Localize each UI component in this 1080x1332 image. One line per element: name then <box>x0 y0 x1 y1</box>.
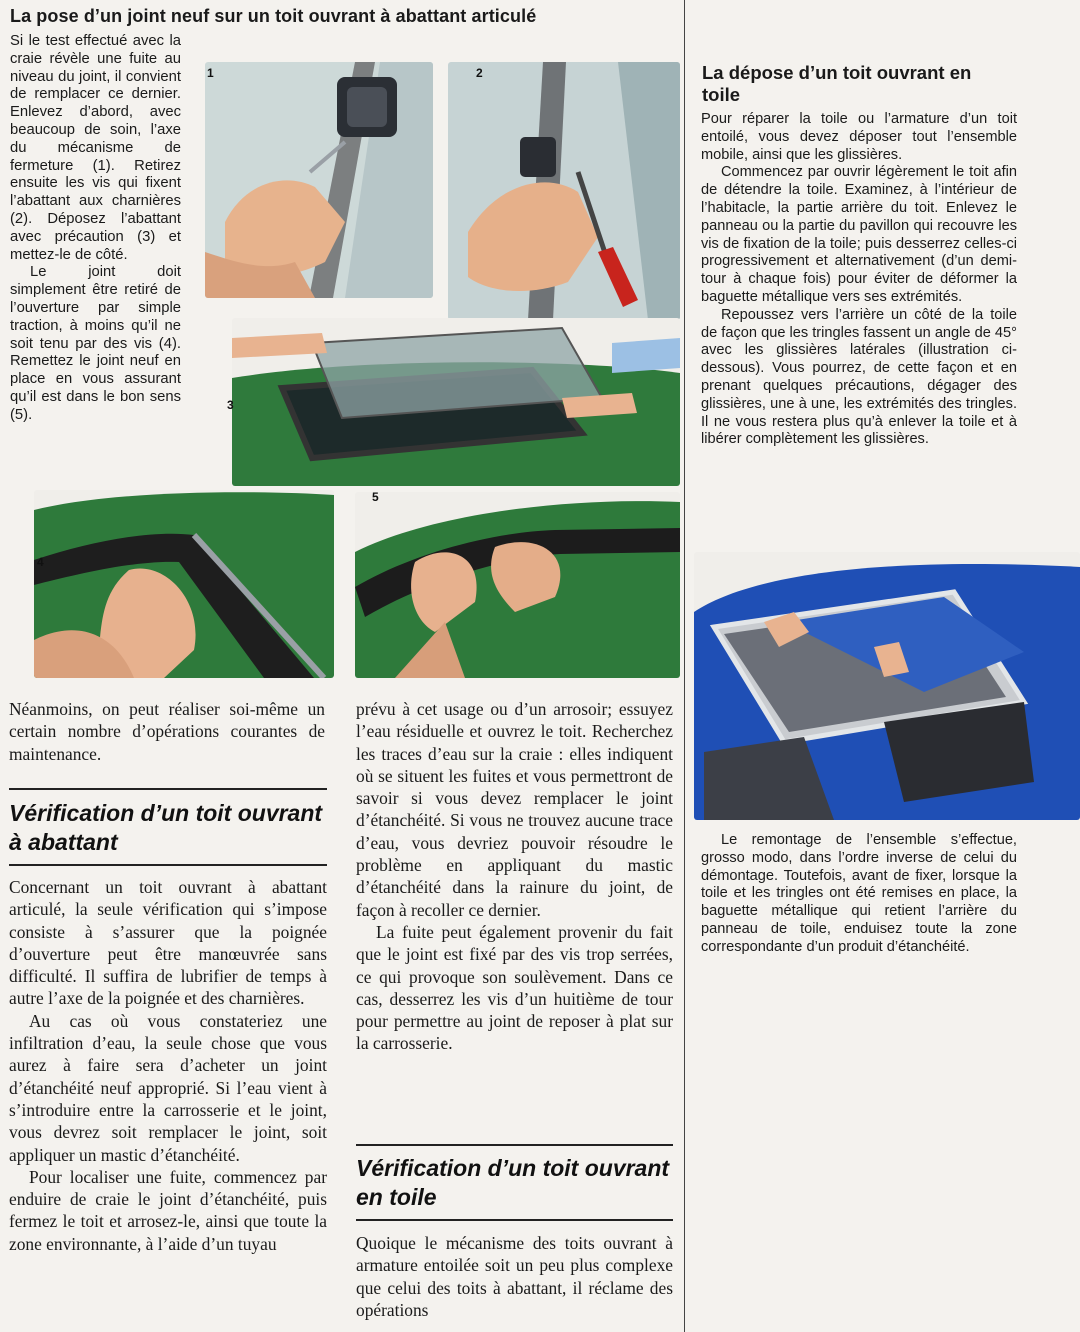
figure-3-remove-panel <box>232 318 680 486</box>
intro-paragraph-2: Le joint doit simplement être retiré de l’ouverture par simple traction, à moins qu’il ne soit tenu par des vis (4). Remettez le joint neuf en place en vous assurant qu’il est dans le bon sens (5). <box>10 264 181 423</box>
figure-5-fit-new-seal <box>355 492 680 678</box>
figure-label-5: 5 <box>372 490 379 504</box>
middle-paragraph-2: La fuite peut également provenir du fait que le joint est fixé par des vis trop serrées, ce qui provoque son soulèvement. Dans ce cas, desserrez les vis d’un huitième de tour pour permettre au joint de reposer à plat sur la carrosserie. <box>356 921 673 1054</box>
figure-4-remove-seal <box>34 490 334 678</box>
top-section-title: La pose d’un joint neuf sur un toit ouvrant à abattant articulé <box>10 6 537 26</box>
section1-paragraph-3: Pour localiser une fuite, commencez par enduire de craie le joint d’étanchéité, puis fermez le toit et arrosez-le, ainsi que toute la zone environnante, à l’aide d’un tuyau <box>9 1166 327 1254</box>
section1-bottom-rule <box>9 864 327 866</box>
figure-1-mechanism-axis <box>205 62 433 298</box>
section1-paragraph-2: Au cas où vous constateriez une infiltration d’eau, la seule chose que vous aurez à faire sera d’acheter un joint d’étanchéité neuf approprié. Si l’eau vient à s’introduire entre la carrosserie et le joint, vous devrez soit remplacer le joint, soit appliquer un mastic d’étanchéité. <box>9 1010 327 1165</box>
right-paragraph-2: Commencez par ouvrir légèrement le toit afin de détendre la toile. Examinez, à l’intérieur de l’habitacle, la partie arrière du toit. Enlevez le panneau ou la partie du pavillon qui recouvre les vis de fixation de la toile; puis desserrez celles-ci progressivement et alternativement (d’un demi-tour à chaque fois) pour éviter de déformer la baguette métallique vers ses extrémités. <box>701 164 1017 305</box>
section1-top-rule <box>9 788 327 790</box>
right-paragraph-3: Repoussez vers l’arrière un côté de la toile de façon que les tringles fassent un angle de 45° avec les glissières latérales (illustration ci-dessous). Vous pourrez, de cette façon et en prenant quelques précautions, dégager des glissières, une à une, les extrémités des tringles. Il ne vous restera plus qu’à enlever la toile et à libérer complètement les glissières. <box>701 306 1017 448</box>
middle-paragraph-1: prévu à cet usage ou d’un arrosoir; essuyez l’eau résiduelle et ouvrez le toit. Recherchez les traces d’eau sur la craie : elles indiquent où se situent les fuites et vous permettront de savoir si vous devez remplacer le joint d’étanchéité. Si vous ne trouvez aucune trace d’eau, vous devriez pouvoir résoudre le problème en appliquant du mastic d’étanchéité dans la rainure du joint, de façon à recoller ce dernier. <box>356 699 673 920</box>
section2-title: Vérification d’un toit ouvrant en toile <box>356 1155 670 1210</box>
figure-2-hinge-screws <box>448 62 680 320</box>
section2-body <box>356 1232 673 1321</box>
figure-canvas-roof-removal <box>694 552 1080 820</box>
right-section-title: La dépose d’un toit ouvrant en toile <box>702 62 972 105</box>
section2-paragraph-1: Quoique le mécanisme des toits ouvrant à armature entoilée soit un peu plus complexe que celui des toits à abattant, il réclame des opérations <box>356 1233 673 1320</box>
right-paragraph-4: Le remontage de l’ensemble s’effectue, grosso modo, dans l’ordre inverse de celui du démontage. Toutefois, avant de fixer, lorsque la toile et les tringles ont été remises en place, la baguette métallique qui retient l’arrière du panneau de toile, enduisez toute la zone correspondante d’un produit d’étanchéité. <box>701 832 1017 955</box>
right-paragraph-1: Pour réparer la toile ou l’armature d’un toit entoilé, vous devez déposer tout l’ensemble mobile, ainsi que les glissières. <box>701 111 1017 163</box>
figure-label-3: 3 <box>227 398 234 412</box>
lead-paragraph: Néanmoins, on peut réaliser soi-même un certain nombre d’opérations courantes de maintenance. <box>9 699 325 764</box>
column-divider <box>684 0 685 1332</box>
section1-paragraph-1: Concernant un toit ouvrant à abattant articulé, la seule vérification qui s’impose consiste à s’assurer que la poignée d’ouverture peut être manœuvrée sans difficulté. Il suffira de lubrifier de temps à autre l’axe de la poignée et des charnières. <box>9 877 327 1009</box>
intro-column <box>10 33 181 425</box>
figure-label-4: 4 <box>37 555 44 569</box>
section2-bottom-rule <box>356 1219 673 1221</box>
figure-label-2: 2 <box>476 66 483 80</box>
figure-label-1: 1 <box>207 66 214 80</box>
middle-column-body <box>356 698 673 1055</box>
intro-paragraph-1: Si le test effectué avec la craie révèle une fuite au niveau du joint, il convient de remplacer ce dernier. Enlevez d’abord, avec beaucoup de soin, l’axe du mécanisme de fermeture (1). Retirez ensuite les vis qui fixent l’abattant aux charnières (2). Déposez l’abattant avec précaution (3) et mettez-le de côté. <box>10 33 181 263</box>
right-section-body <box>701 111 1017 449</box>
section1-body <box>9 876 327 1255</box>
right-section-body-after <box>701 832 1017 957</box>
section1-title: Vérification d’un toit ouvrant à abattant <box>9 800 323 855</box>
section2-top-rule <box>356 1144 673 1146</box>
